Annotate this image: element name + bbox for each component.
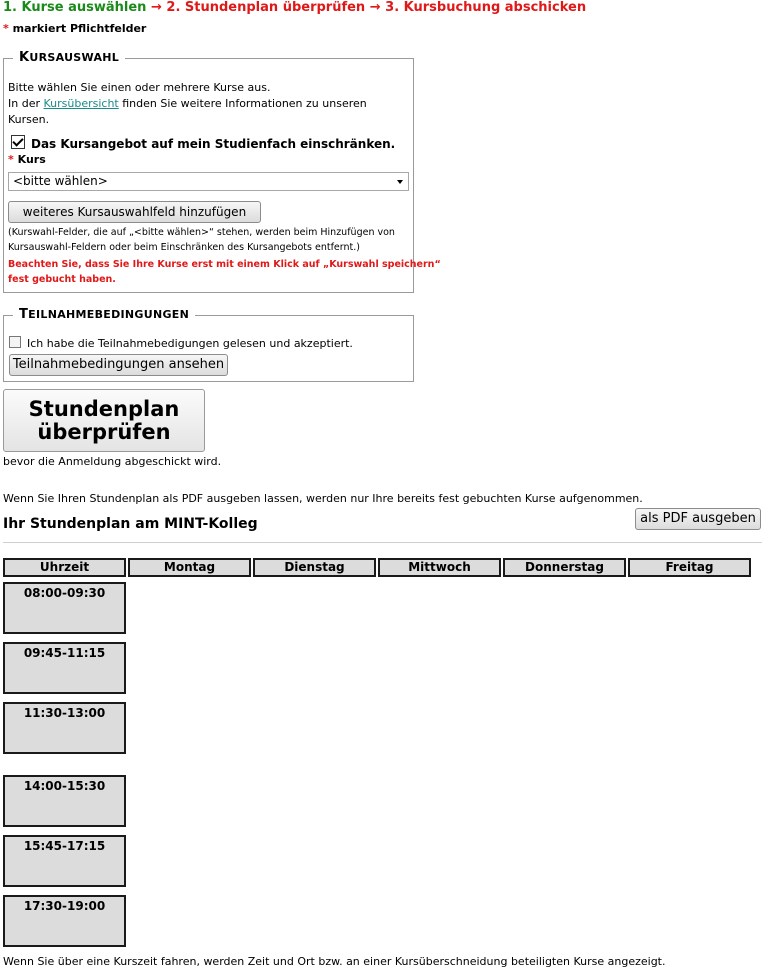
course-select[interactable] [8, 172, 409, 191]
time-slot: 09:45-11:15 [3, 642, 126, 694]
course-field-label: * Kurs [8, 153, 46, 166]
add-course-field-button[interactable]: weiteres Kursauswahlfeld hinzufügen [8, 201, 261, 223]
header-thursday: Donnerstag [503, 558, 626, 577]
step-submit-booking: 3. Kursbuchung abschicken [385, 0, 587, 15]
header-monday: Montag [128, 558, 251, 577]
accept-conditions-label[interactable]: Ich habe die Teilnahmebedigungen gelesen und akzeptiert. [27, 337, 353, 350]
check-schedule-hint: bevor die Anmeldung abgeschickt wird. [3, 455, 222, 468]
time-slot: 08:00-09:30 [3, 582, 126, 634]
restrict-checkbox[interactable] [11, 135, 25, 149]
accept-conditions-checkbox[interactable] [9, 336, 21, 348]
check-schedule-button[interactable] [3, 389, 205, 452]
time-slot: 11:30-13:00 [3, 702, 126, 754]
required-fields-note [3, 22, 146, 35]
restrict-checkbox-label[interactable]: Das Kursangebot auf mein Studienfach einschränken. [31, 137, 396, 151]
course-field-note-line2: Kursauswahl-Feldern oder beim Einschränken des Kursangebots entfernt.) [8, 242, 360, 253]
pdf-note: Wenn Sie Ihren Stundenplan als PDF ausgeben lassen, werden nur Ihre bereits fest gebuchten Kurse aufgenommen. [3, 492, 643, 505]
header-tuesday: Dienstag [253, 558, 376, 577]
header-wednesday: Mittwoch [378, 558, 501, 577]
booking-warning-line1: Beachten Sie, dass Sie Ihre Kurse erst mit einem Klick auf „Kurswahl speichern“ [8, 259, 441, 270]
time-slot: 17:30-19:00 [3, 895, 126, 947]
course-field-note-line1: (Kurswahl-Felder, die auf „<bitte wählen>“ stehen, werden beim Hinzufügen von [8, 227, 395, 238]
step-select-courses: 1. Kurse auswählen [3, 0, 147, 15]
course-select-value: <bitte wählen> [13, 174, 108, 188]
view-conditions-button[interactable]: Teilnahmebedingungen ansehen [9, 354, 228, 376]
pdf-export-button[interactable]: als PDF ausgeben [635, 508, 761, 530]
time-slot: 15:45-17:15 [3, 835, 126, 887]
header-friday: Freitag [628, 558, 751, 577]
checkmark-icon [12, 135, 23, 146]
course-intro-line1: Bitte wählen Sie einen oder mehrere Kurse aus. [8, 81, 271, 94]
step-check-schedule: 2. Stundenplan überprüfen [166, 0, 366, 15]
course-intro-line3: Kursen. [8, 113, 50, 126]
course-overview-link[interactable]: Kursübersicht [43, 97, 119, 110]
required-note-text: markiert Pflichtfelder [12, 22, 147, 35]
step-arrow: → [150, 0, 162, 15]
booking-warning-line2: fest gebucht haben. [8, 274, 116, 285]
course-selection-legend: KURSAUSWAHL [13, 50, 125, 65]
required-star: * [3, 22, 9, 35]
schedule-title: Ihr Stundenplan am MINT-Kolleg [3, 516, 258, 532]
chevron-down-icon [397, 180, 403, 184]
time-slot: 14:00-15:30 [3, 775, 126, 827]
hover-note: Wenn Sie über eine Kurszeit fahren, werden Zeit und Ort bzw. an einer Kursüberschneidung beteiligten Kurse angezeigt. [3, 955, 666, 968]
step-arrow: → [369, 0, 381, 15]
progress-steps [3, 0, 586, 15]
schedule-divider [3, 542, 762, 543]
check-schedule-label-line2: überprüfen [37, 420, 171, 444]
conditions-legend: TEILNAHMEBEDINGUNGEN [13, 307, 195, 322]
check-schedule-label-line1: Stundenplan [28, 397, 180, 421]
header-time: Uhrzeit [3, 558, 126, 577]
course-intro-line2: In der Kursübersicht finden Sie weitere Informationen zu unseren [8, 97, 367, 110]
